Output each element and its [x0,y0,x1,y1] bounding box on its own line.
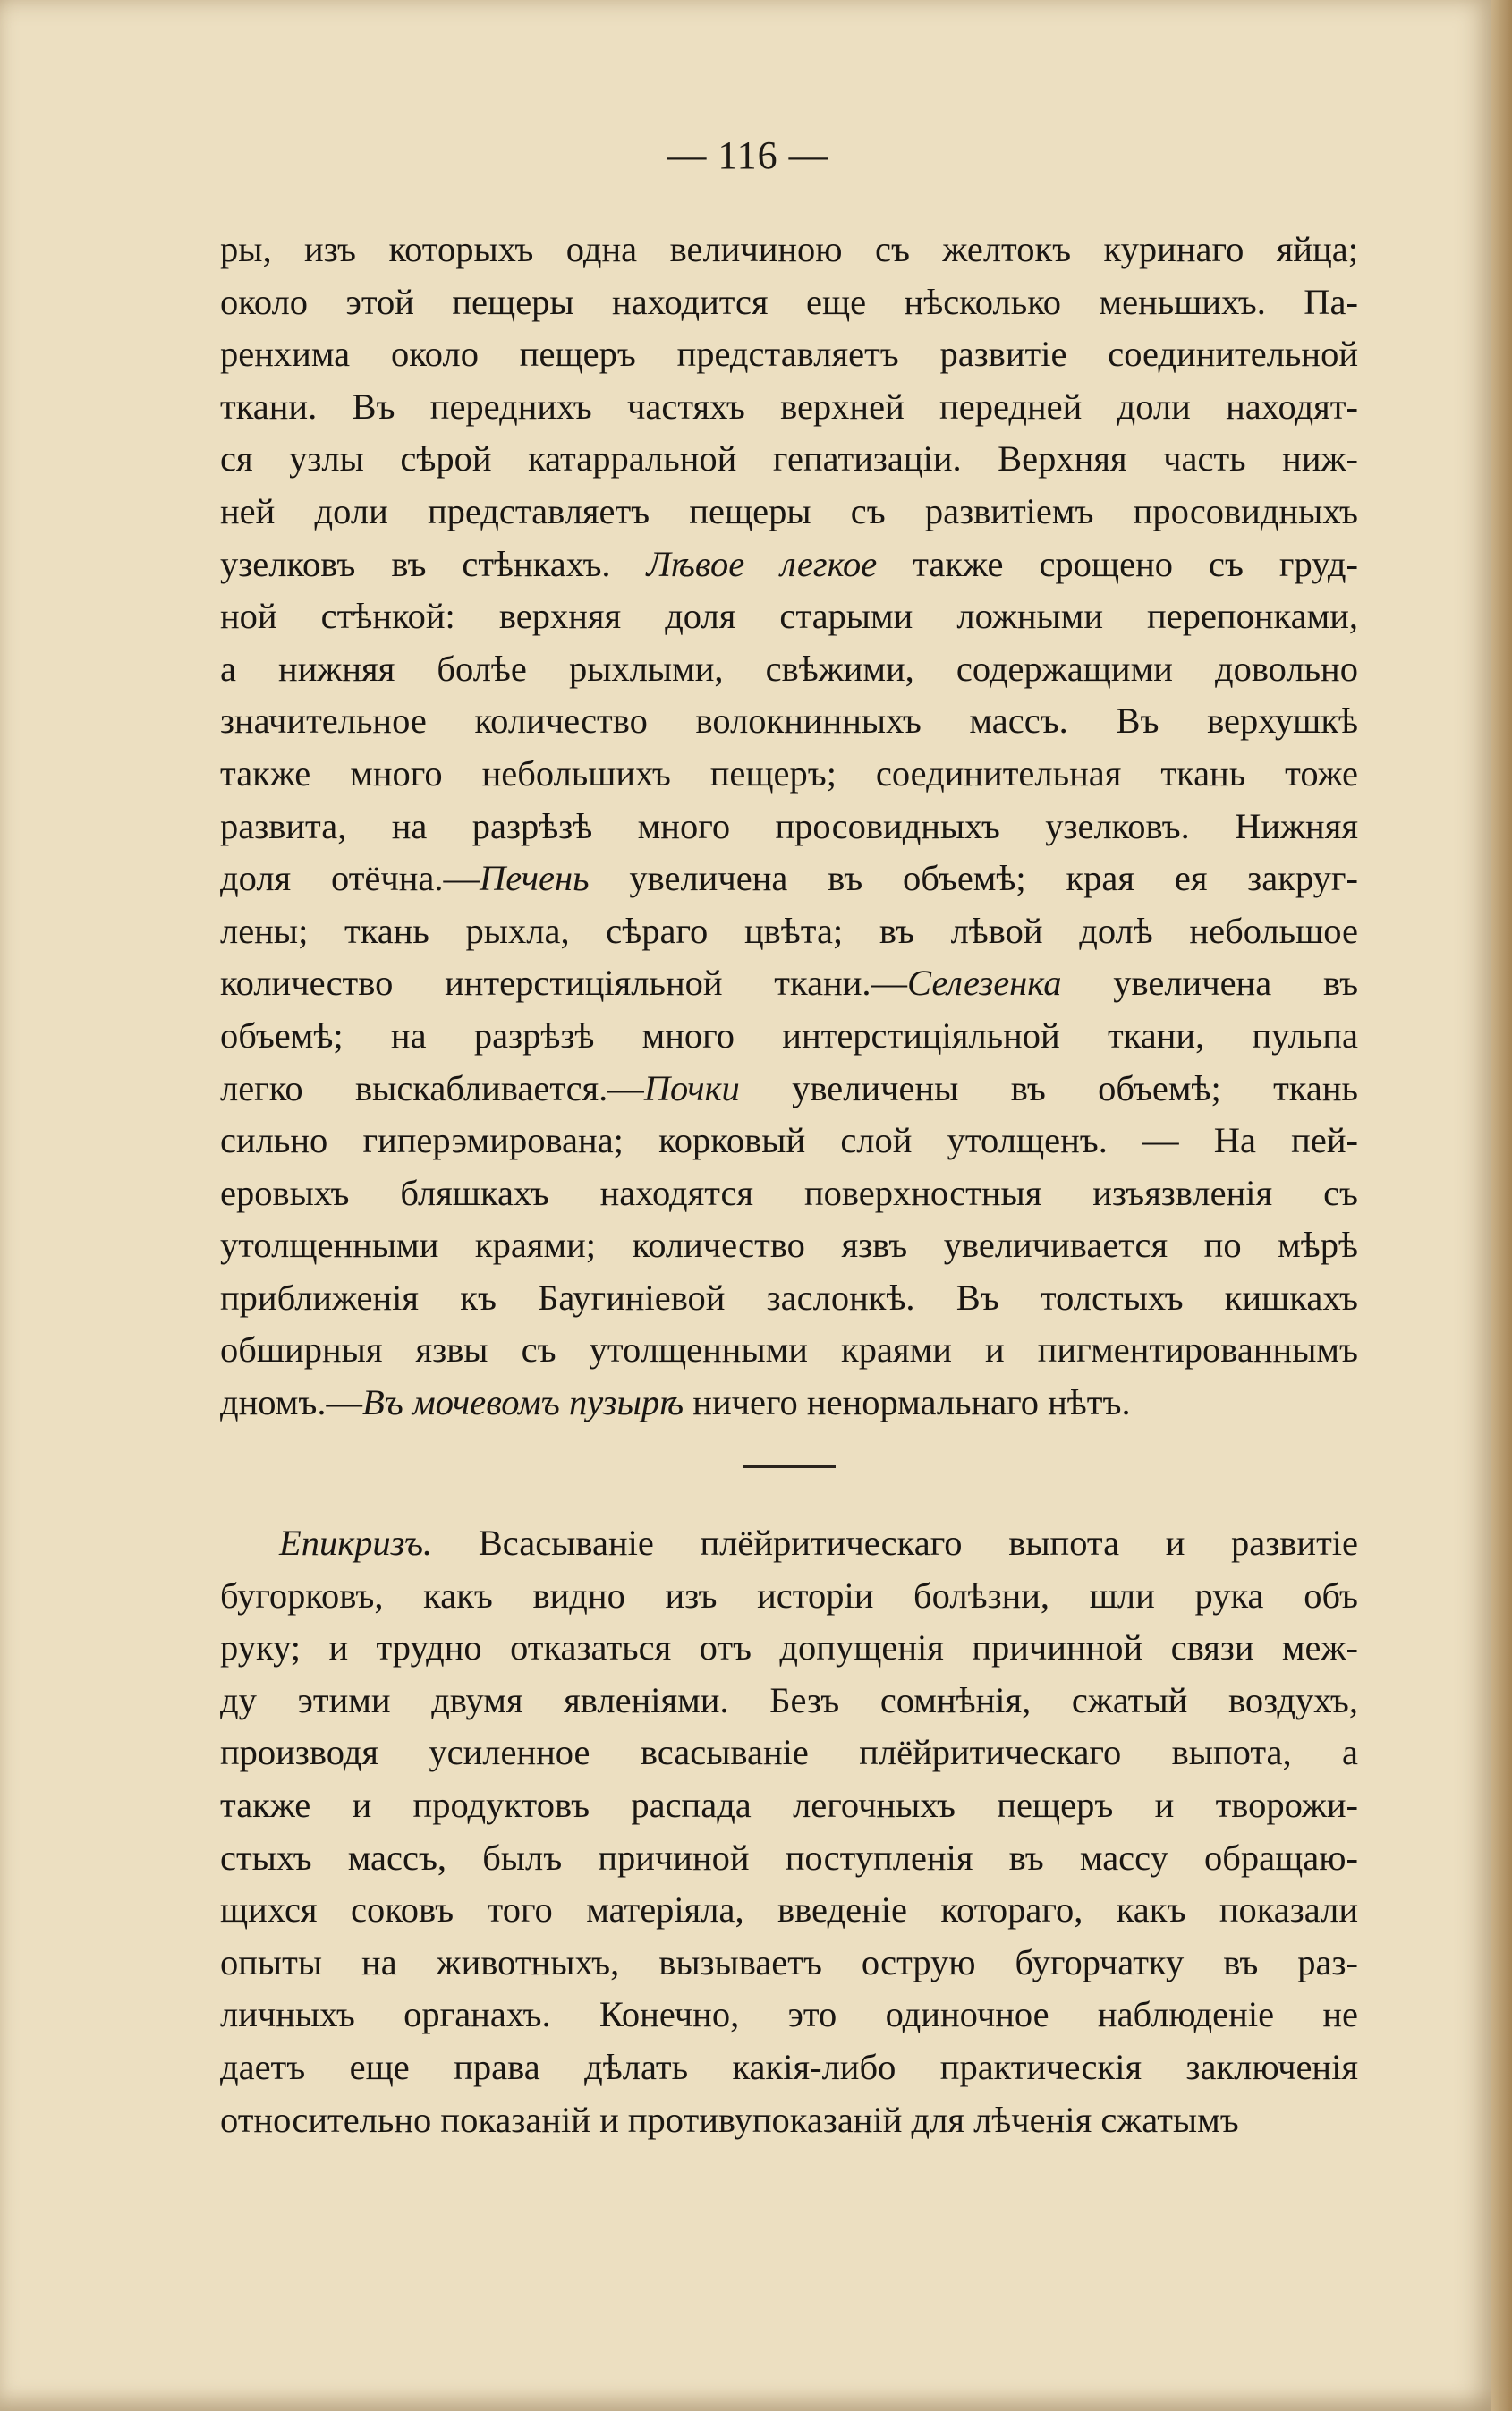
text-segment: ду этими двумя явленіями. Безъ сомнѣнія, сжатый воздухъ, [220,1679,1358,1720]
text-segment: ры, изъ которыхъ одна величиною съ желтокъ куринаго яйца; [220,229,1358,269]
text-line [220,1884,1358,1937]
italic-term: Почки [643,1067,740,1108]
section-divider [743,1465,836,1468]
text-line [220,1675,1358,1728]
text-line [220,801,1358,853]
text-line [220,590,1358,643]
text-segment: увеличена въ объемѣ; края ея закруг- [589,858,1358,899]
text-line [220,1115,1358,1167]
text-segment: ренхима около пещеръ представляетъ развитіе соединительной [220,334,1358,375]
text-segment: производя усиленное всасываніе плёйритическаго выпота, а [220,1732,1358,1773]
text-segment: около этой пещеры находится еще нѣсколько меньшихъ. Па- [220,281,1358,322]
text-segment: обширныя язвы съ утолщенными краями и пигментированнымъ [220,1329,1358,1371]
text-line [220,1779,1358,1832]
text-line [220,1570,1358,1623]
text-line [220,1622,1358,1675]
text-line [220,1832,1358,1885]
text-line [220,1063,1358,1116]
text-segment: щихся соковъ того матеріяла, введеніе котораго, какъ показали [220,1889,1358,1931]
page-edge [1491,0,1512,2411]
italic-term: Въ мочевомъ пузырѣ [361,1382,684,1423]
text-segment: увеличены въ объемѣ; ткань [739,1067,1358,1108]
text-line [220,2042,1358,2094]
autopsy-paragraph [220,224,1358,1430]
text-segment: стыхъ массъ, былъ причиной поступленія въ массу обращаю- [220,1837,1358,1878]
text-segment: узелковъ въ стѣнкахъ. [220,543,647,584]
text-line [220,433,1358,486]
text-line [220,957,1358,1010]
text-segment: легко выскабливается.— [220,1067,644,1108]
text-line [220,539,1358,591]
text-line [220,276,1358,329]
text-line [220,695,1358,748]
page-number: — 116 — [667,133,829,177]
text-segment: приближенія къ Баугиніевой заслонкѣ. Въ толстыхъ кишкахъ [220,1277,1358,1318]
text-line [220,486,1358,539]
text-line [220,1324,1358,1377]
text-line [220,1219,1358,1272]
italic-term: Печень [480,858,590,899]
text-line [220,224,1358,276]
text-segment: увеличена въ [1061,963,1359,1004]
text-line [220,748,1358,801]
text-segment: также много небольшихъ пещеръ; соединительная ткань тоже [220,752,1358,794]
italic-term: Селезенка [907,963,1062,1004]
text-line [220,905,1358,958]
text-segment: бугорковъ, какъ видно изъ исторіи болѣзни, шли рука объ [220,1575,1358,1616]
epicrisis-paragraph [220,1517,1358,2146]
text-segment: относительно показаній и противупоказаній для лѣченія сжатымъ [220,2099,1239,2140]
text-segment: значительное количество волокнинныхъ массъ. Въ верхушкѣ [220,700,1358,742]
text-line [220,1377,1358,1430]
text-line [220,643,1358,696]
text-segment: утолщенными краями; количество язвъ увеличивается по мѣрѣ [220,1225,1358,1266]
text-segment: даетъ еще права дѣлать какія-либо практическія заключенія [220,2046,1358,2087]
text-segment: ся узлы сѣрой катарральной гепатизаціи. Верхняя часть ниж- [220,438,1358,480]
text-segment: ной стѣнкой: верхняя доля старыми ложными перепонками, [220,596,1358,637]
italic-term: Епикризъ. [279,1523,433,1563]
text-segment: ткани. Въ переднихъ частяхъ верхней передней доли находят- [220,386,1358,427]
text-segment: еровыхъ бляшкахъ находятся поверхностныя изъязвленія съ [220,1172,1358,1213]
text-line [220,1272,1358,1325]
text-line [220,1727,1358,1779]
text-segment: ней доли представляетъ пещеры съ развитіемъ просовидныхъ [220,490,1358,531]
text-segment: руку; и трудно отказаться отъ допущенія причинной связи меж- [220,1627,1358,1668]
text-segment: количество интерстиціяльной ткани.— [220,963,908,1004]
text-segment: а нижняя болѣе рыхлыми, свѣжими, содержащими довольно [220,648,1358,689]
text-line [220,381,1358,434]
text-segment: объемѣ; на разрѣзѣ много интерстиціяльной ткани, пульпа [220,1014,1358,1056]
text-line [220,1989,1358,2042]
text-line [220,853,1358,905]
text-segment: также и продуктовъ распада легочныхъ пещеръ и творожи- [220,1784,1358,1825]
text-line [220,328,1358,381]
text-segment: развита, на разрѣзѣ много просовидныхъ узелковъ. Нижняя [220,805,1358,846]
text-line [220,2094,1358,2147]
text-segment: доля отёчна.— [220,858,480,899]
text-segment: также срощено съ груд- [877,543,1358,584]
text-segment: сильно гиперэмирована; корковый слой утолщенъ. — На пей- [220,1120,1358,1161]
italic-term: Лѣвое легкое [646,543,878,584]
text-line [220,1167,1358,1220]
text-segment: ничего ненормальнаго нѣтъ. [684,1382,1131,1423]
text-line [220,1937,1358,1990]
text-segment: дномъ.— [220,1382,362,1423]
text-segment: опыты на животныхъ, вызываетъ острую бугорчатку въ раз- [220,1941,1358,1982]
text-line [220,1010,1358,1063]
text-segment: Всасываніе плёйритическаго выпота и развитіе [432,1523,1358,1563]
text-segment: личныхъ органахъ. Конечно, это одиночное наблюденіе не [220,1994,1358,2035]
text-line [220,1517,1358,1570]
text-segment: лены; ткань рыхла, сѣраго цвѣта; въ лѣвой долѣ небольшое [220,910,1358,951]
